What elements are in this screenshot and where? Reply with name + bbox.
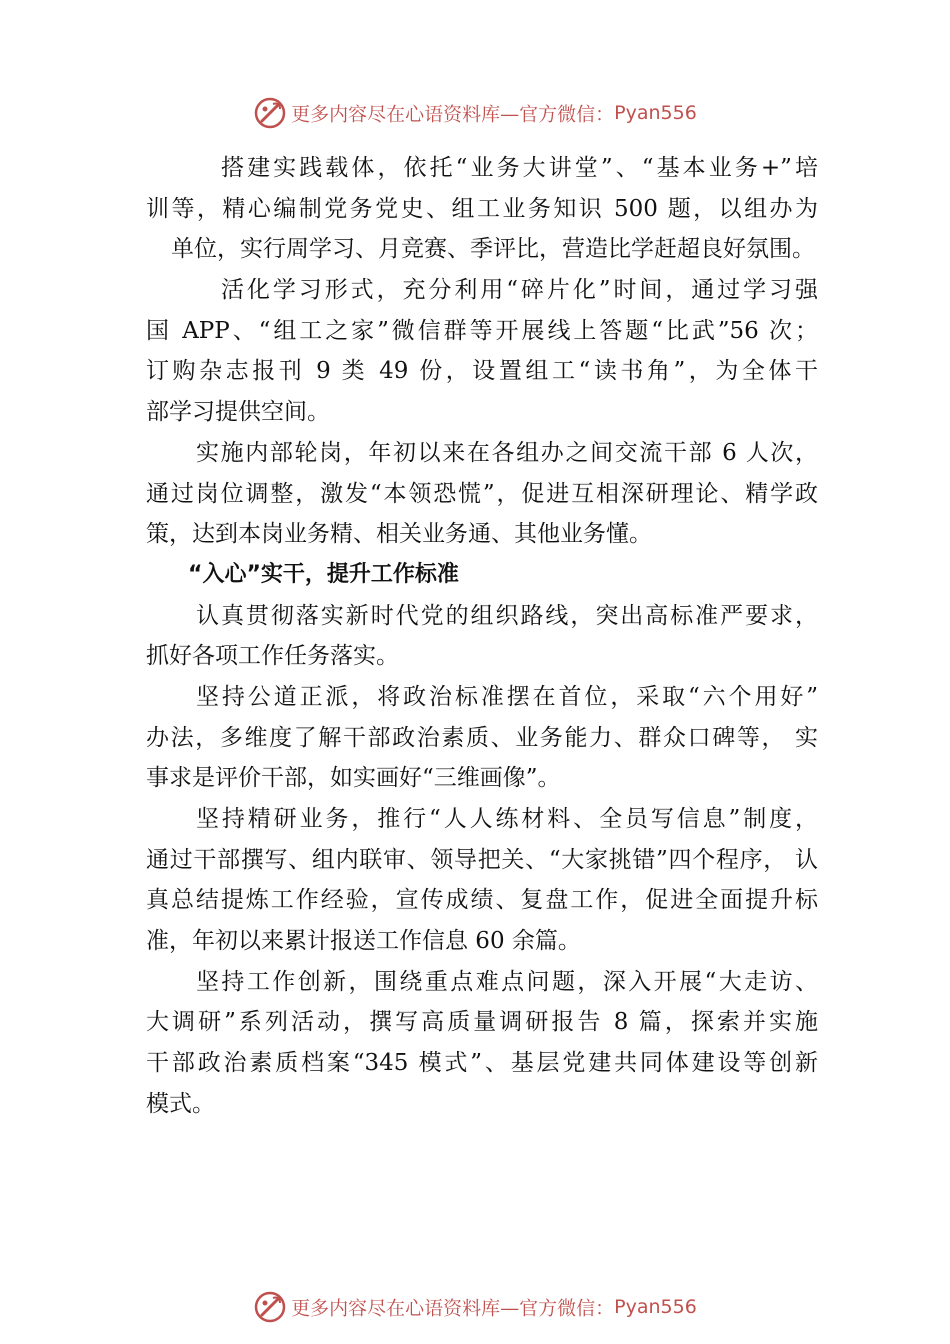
paragraph-line: 干部政治素质档案“345 模式”、基层党建共同体建设等创新 <box>146 1050 818 1077</box>
paragraph-line: 订购杂志报刊 9 类 49 份，设置组工“读书角”，为全体干 <box>146 358 818 385</box>
footer-watermark <box>0 1290 950 1324</box>
watermark-brand: 更多内容尽在心语资料库—官方微信： <box>291 103 615 126</box>
logo-icon <box>253 1290 287 1324</box>
paragraph-line: 通过干部撰写、组内联审、领导把关、“大家挑错”四个程序， 认 <box>146 846 818 873</box>
paragraph-line: 部学习提供空间。 <box>146 399 330 426</box>
paragraph-line: 策，达到本岗业务精、相关业务通、其他业务懂。 <box>146 521 652 548</box>
paragraph-line: 训等，精心编制党务党史、组工业务知识 500 题，以组办为 <box>146 195 818 222</box>
watermark-brand: 更多内容尽在心语资料库—官方微信： <box>291 1297 615 1320</box>
paragraph-line: 办法，多维度了解干部政治素质、业务能力、群众口碑等， 实 <box>146 724 818 751</box>
paragraph-line: 实施内部轮岗，年初以来在各组办之间交流干部 6 人次， <box>196 439 818 466</box>
paragraph-line: 坚持工作创新，围绕重点难点问题，深入开展“大走访、 <box>196 968 818 995</box>
paragraph-line: 大调研”系列活动，撰写高质量调研报告 8 篇，探索并实施 <box>146 1009 818 1036</box>
paragraph-line: 准，年初以来累计报送工作信息 60 余篇。 <box>146 928 581 955</box>
paragraph-line: 搭建实践载体，依托“业务大讲堂”、“基本业务+”培 <box>221 155 818 181</box>
header-watermark <box>0 96 950 130</box>
paragraph-line: 模式。 <box>146 1090 215 1117</box>
paragraph-line: 坚持精研业务，推行“人人练材料、全员写信息”制度， <box>196 806 818 832</box>
paragraph-line: 抓好各项工作任务落实。 <box>146 643 399 670</box>
paragraph-line: 认真贯彻落实新时代党的组织路线，突出高标准严要求， <box>196 602 818 629</box>
logo-icon <box>253 96 287 130</box>
paragraph-line: 事求是评价干部，如实画好“三维画像”。 <box>146 765 561 792</box>
watermark-wechat-id: Pyan556 <box>614 102 697 124</box>
document-body <box>146 148 818 1125</box>
paragraph-line: 通过岗位调整，激发“本领恐慌”，促进互相深研理论、精学政 <box>146 480 818 507</box>
paragraph-line: 活化学习形式，充分利用“碎片化”时间，通过学习强 <box>221 277 818 304</box>
paragraph-line: 单位，实行周学习、月竞赛、季评比，营造比学赶超良好氛围。 <box>171 236 815 263</box>
section-heading: “入心”实干，提升工作标准 <box>188 561 459 587</box>
paragraph-line: 国 APP、“组工之家”微信群等开展线上答题“比武”56 次； <box>146 317 818 344</box>
paragraph-line: 真总结提炼工作经验，宣传成绩、复盘工作，促进全面提升标 <box>146 887 818 914</box>
paragraph-line: 坚持公道正派，将政治标准摆在首位，采取“六个用好” <box>196 683 818 710</box>
watermark-wechat-id: Pyan556 <box>614 1296 697 1318</box>
